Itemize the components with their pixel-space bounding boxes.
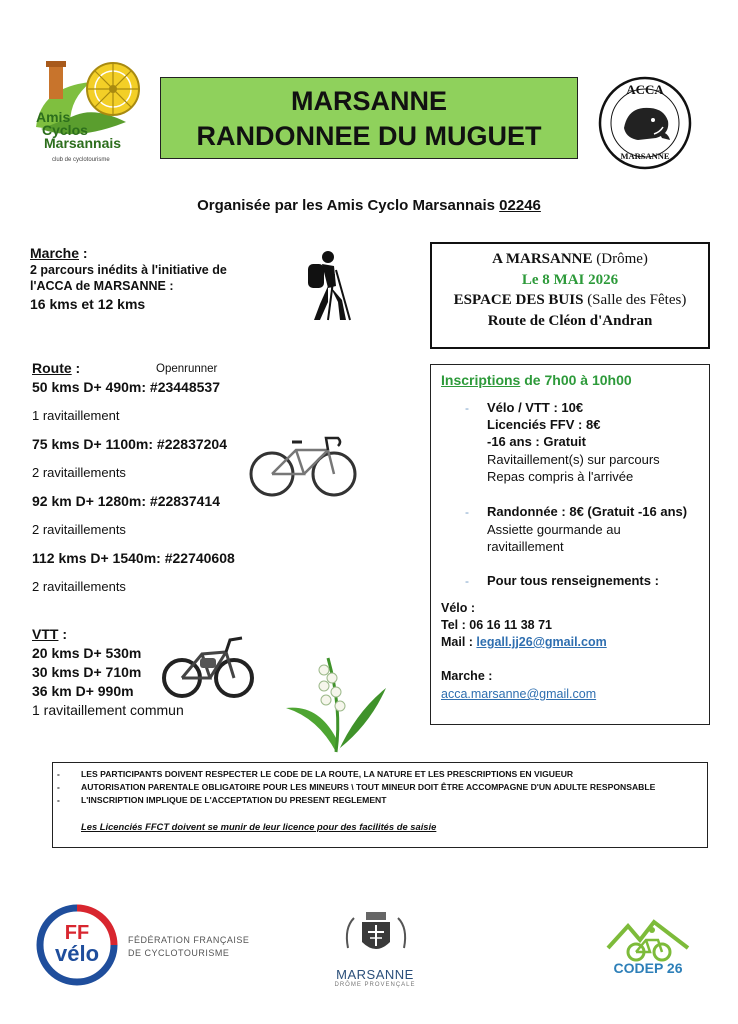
marsanne-crest: [340, 908, 412, 968]
velo-note-1: Ravitaillement(s) sur parcours: [487, 452, 660, 467]
organized-by: [0, 197, 738, 214]
vtt-colon: :: [58, 626, 68, 642]
bullet-dash-2: -: [465, 505, 469, 519]
logo-line3: Marsannais: [44, 135, 122, 151]
rule-dash-3: -: [57, 795, 60, 805]
route-heading-line: [32, 360, 80, 376]
venue-road: Route de Cléon d'Andran: [487, 312, 653, 329]
marche-line1: 2 parcours inédits à l'initiative de: [30, 263, 227, 277]
inscriptions-hours: de 7h00 à 10h00: [520, 372, 632, 388]
route-supply-1: 1 ravitaillement: [32, 408, 120, 423]
info-label: Pour tous renseignements :: [487, 573, 659, 588]
mail-label: Mail :: [441, 635, 477, 649]
velo-contact-label: Vélo :: [441, 601, 476, 615]
route-supply-3: 2 ravitaillements: [32, 522, 126, 537]
ffct-line1: FÉDÉRATION FRANÇAISE: [128, 935, 250, 945]
amis-cyclos-logo: [16, 47, 156, 182]
vtt-line-1: 20 kms D+ 530m: [32, 645, 142, 661]
marche-email-link[interactable]: acca.marsanne@gmail.com: [441, 687, 597, 701]
marche-distances: 16 kms et 12 kms: [30, 296, 146, 312]
town-name: MARSANNE: [336, 967, 414, 982]
vtt-line-3: 36 km D+ 990m: [32, 683, 134, 699]
ff-logo-top: FF: [64, 922, 90, 944]
codep-label: CODEP 26: [613, 960, 683, 976]
marche-contact-label: Marche :: [441, 669, 493, 683]
codep-mountain-cyclist-icon: [606, 918, 690, 962]
rando-note-2: ravitaillement: [487, 539, 564, 554]
rule-dash-1: -: [57, 769, 60, 779]
road-bike-icon: [248, 428, 358, 505]
acca-logo-bottom: MARSANNE: [620, 151, 670, 161]
lily-of-the-valley-icon: [278, 648, 392, 759]
ffct-name: [128, 934, 249, 960]
venue-name: ESPACE DES BUIS: [453, 292, 584, 308]
vtt-heading-line: [32, 626, 67, 642]
event-date: Le 8 MAI 2026: [521, 271, 619, 288]
route-supply-2: 2 ravitaillements: [32, 465, 126, 480]
logo-tagline: club de cyclotourisme: [52, 157, 110, 163]
route-supply-4: 2 ravitaillements: [32, 579, 126, 594]
rule-dash-2: -: [57, 782, 60, 792]
acca-logo: [598, 76, 692, 170]
velo-price: Vélo / VTT : 10€: [487, 400, 584, 415]
rando-note-1: Assiette gourmande au: [487, 522, 621, 537]
rando-price: Randonnée : 8€ (Gratuit -16 ans): [487, 504, 688, 519]
rule-text-1: LES PARTICIPANTS DOIVENT RESPECTER LE CODE DE LA ROUTE, LA NATURE ET LES PRESCRIPTIONS EN VIGUEUR: [81, 769, 574, 779]
town-crest-icon: [340, 908, 412, 966]
route-distance-4: 112 kms D+ 1540m: #22740608: [32, 550, 235, 566]
location-city: A MARSANNE: [492, 251, 593, 267]
rule-text-3: L'INSCRIPTION IMPLIQUE DE L'ACCEPTATION DU PRESENT REGLEMENT: [81, 795, 387, 805]
vtt-heading: VTT: [32, 626, 59, 642]
inscriptions-box: [430, 364, 710, 725]
youth-price: -16 ans : Gratuit: [487, 434, 586, 449]
codep-logo: [606, 918, 690, 988]
marche-heading: Marche: [30, 245, 80, 261]
logo-line1: Amis: [36, 109, 71, 125]
mountain-bike-icon: [160, 628, 256, 709]
bullet-dash-3: -: [465, 574, 469, 588]
marche-section: [30, 245, 260, 314]
mail-line: [441, 635, 607, 649]
ff-velo-logo: [36, 904, 118, 986]
club-number: 02246: [499, 197, 541, 214]
tel-line: [441, 618, 552, 632]
hiker-icon: [298, 250, 354, 327]
route-colon: :: [71, 360, 81, 376]
acca-logo-top: ACCA: [626, 82, 664, 97]
tel-label: Tel :: [441, 618, 470, 632]
organized-text: Organisée par les Amis Cyclo Marsannais: [197, 197, 495, 214]
route-heading: Route: [32, 360, 72, 376]
openrunner-label: Openrunner: [156, 363, 218, 375]
town-sub: DRÔME PROVENÇALE: [334, 982, 416, 988]
logo-line2: Cyclos: [42, 122, 88, 138]
rules-note: Les Licenciés FFCT doivent se munir de leur licence pour des facilités de saisie: [81, 821, 437, 832]
route-distance-1: 50 kms D+ 490m: #23448537: [32, 379, 220, 395]
venue-detail: (Salle des Fêtes): [583, 292, 687, 308]
ffv-price: Licenciés FFV : 8€: [487, 417, 601, 432]
rule-text-2: AUTORISATION PARENTALE OBLIGATOIRE POUR LES MINEURS \ TOUT MINEUR DOIT ÊTRE ACCOMPAGNE D'UN ADULTE RESPONSABLE: [81, 782, 656, 792]
vtt-supply: 1 ravitaillement commun: [32, 702, 184, 718]
title-line2: RANDONNEE DU MUGUET: [196, 121, 542, 151]
marche-line2: l'ACCA de MARSANNE :: [30, 279, 174, 293]
title-banner: [160, 77, 578, 159]
vtt-line-2: 30 kms D+ 710m: [32, 664, 142, 680]
route-distance-2: 75 kms D+ 1100m: #22837204: [32, 436, 227, 452]
ffct-line2: DE CYCLOTOURISME: [128, 948, 230, 958]
location-region: (Drôme): [592, 251, 648, 267]
location-box: [430, 242, 710, 349]
bullet-dash-1: -: [465, 401, 469, 415]
rules-box: [52, 762, 708, 848]
ff-logo-bottom: vélo: [54, 941, 100, 966]
tel-number[interactable]: 06 16 11 38 71: [469, 618, 552, 632]
title-line1: MARSANNE: [290, 86, 447, 116]
inscriptions-label: Inscriptions: [441, 372, 521, 388]
velo-email-link[interactable]: legall.jj26@gmail.com: [476, 635, 607, 649]
velo-note-2: Repas compris à l'arrivée: [487, 469, 634, 484]
marche-colon: :: [79, 245, 88, 261]
route-distance-3: 92 km D+ 1280m: #22837414: [32, 493, 220, 509]
